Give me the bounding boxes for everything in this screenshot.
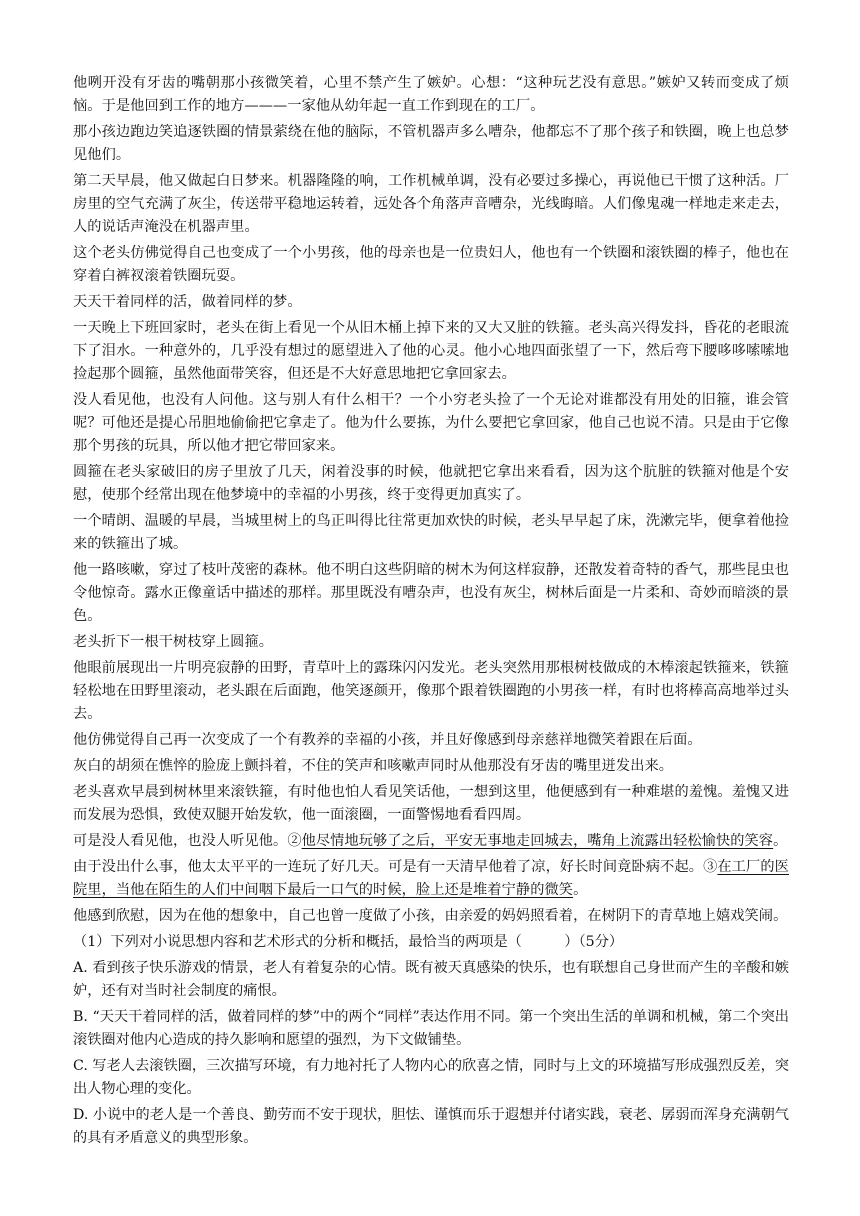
story-paragraph-underlined-3 bbox=[73, 856, 789, 902]
document-page bbox=[73, 72, 789, 1153]
story-paragraph-11: 老头折下一根干树枝穿上圆箍。 bbox=[73, 634, 274, 650]
question-option-c: C. 写老人去滚铁圈，三次描写环境，有力地衬托了人物内心的欣喜之情，同时与上文的环境描写形成强烈反差，突出人物心理的变化。 bbox=[73, 1058, 789, 1097]
story-paragraph-8: 圆箍在老头家破旧的房子里放了几天，闲着没事的时候，他就把它拿出来看看，因为这个肮脏的铁箍对他是个安慰，使那个经常出现在他梦境中的幸福的小男孩，终于变得更加真实了。 bbox=[73, 464, 789, 503]
question-option-b: B. “天天干着同样的活，做着同样的梦”中的两个“同样”表达作用不同。第一个突出生活的单调和机械，第二个突出滚铁圈对他内心造成的持久影响和愿望的强烈，为下文做铺垫。 bbox=[73, 1009, 789, 1048]
story-paragraph-15: 老头喜欢早晨到树林里来滚铁箍，有时他也怕人看见笑话他，一想到这里，他便感到有一种难堪的羞愧。羞愧又进而发展为恐惧，致使双腿开始发软，他一面滚圈，一面警惕地看看四周。 bbox=[73, 784, 789, 823]
question-option-d: D. 小说中的老人是一个善良、勤劳而不安于现状，胆怯、谨慎而乐于遐想并付诸实践，衰老、孱弱而浑身充满朝气的具有矛盾意义的典型形象。 bbox=[73, 1107, 789, 1146]
paragraph-text: 由于没出什么事，他太太平平的一连玩了好几天。可是有一天清早他着了凉，好长时间竟卧病不起。③ bbox=[73, 859, 718, 875]
paragraph-text: 。 bbox=[773, 833, 788, 849]
underlined-sentence-2: 他尽情地玩够了之后，平安无事地走回城去，嘴角上流露出轻松愉快的笑容 bbox=[301, 833, 774, 849]
paragraph-text: 。 bbox=[573, 882, 588, 898]
story-paragraph-10: 他一路咳嗽，穿过了枝叶茂密的森林。他不明白这些阴暗的树木为何这样寂静，还散发着奇特的香气，那些昆虫也令他惊奇。露水正像童话中描述的那样。那里既没有嘈杂声，也没有灰尘，树林后面是一片柔和、奇妙而暗淡的景色。 bbox=[73, 562, 789, 624]
story-paragraph-13: 他仿佛觉得自己再一次变成了一个有教养的幸福的小孩，并且好像感到母亲慈祥地微笑着跟在后面。 bbox=[73, 732, 702, 748]
question-stem: （1）下列对小说思想内容和艺术形式的分析和概括，最恰当的两项是（ ）（5分） bbox=[73, 934, 624, 950]
story-paragraph-9: 一个晴朗、温暖的早晨，当城里树上的鸟正叫得比往常更加欢快的时候，老头早早起了床，洗漱完毕，便拿着他捡来的铁箍出了城。 bbox=[73, 513, 789, 552]
question-option-a: A. 看到孩子快乐游戏的情景，老人有着复杂的心情。既有被天真感染的快乐，也有联想自己身世而产生的辛酸和嫉妒，还有对当时社会制度的痛恨。 bbox=[73, 960, 789, 999]
story-paragraph-12: 他眼前展现出一片明亮寂静的田野，青草叶上的露珠闪闪发光。老头突然用那根树枝做成的木棒滚起铁箍来，铁箍轻松地在田野里滚动，老头跟在后面跑，他笑逐颜开，像那个跟着铁圈跑的小男孩一样，有时也将棒高高地举过头去。 bbox=[73, 660, 789, 722]
story-paragraph-6: 一天晚上下班回家时，老头在街上看见一个从旧木桶上掉下来的又大又脏的铁箍。老头高兴得发抖，昏花的老眼流下了泪水。一种意外的，几乎没有想过的愿望进入了他的心灵。他小心地四面张望了一下，然后弯下腰哆哆嗦嗦地捡起那个圆箍，虽然他面带笑容，但还是不大好意思地把它拿回家去。 bbox=[73, 320, 789, 382]
story-paragraph-7: 没人看见他，也没有人问他。这与别人有什么相干？一个小穷老头捡了一个无论对谁都没有用处的旧箍，谁会管呢？可他还是提心吊胆地偷偷把它拿走了。他为什么要拣，为什么要把它拿回家，他自己也说不清。只是由于它像那个男孩的玩具，所以他才把它带回家来。 bbox=[73, 392, 789, 454]
story-paragraph-2: 那小孩边跑边笑追逐铁圈的情景萦绕在他的脑际，不管机器声多么嘈杂，他都忘不了那个孩子和铁圈，晚上也总梦见他们。 bbox=[73, 124, 789, 163]
underlined-sentence-3: 在工厂的医院里，当他在陌生的人们中间咽下最后一口气的时候，脸上还是堆着宁静的微笑 bbox=[73, 859, 789, 898]
story-paragraph-3: 第二天早晨，他又做起白日梦来。机器隆隆的响，工作机械单调，没有必要过多操心，再说他已干惯了这种活。厂房里的空气充满了灰尘，传送带平稳地运转着，远处各个角落声音嘈杂，光线晦暗。人们像鬼魂一样地走来走去，人的说话声淹没在机器声里。 bbox=[73, 173, 789, 235]
story-paragraph-1: 他咧开没有牙齿的嘴朝那小孩微笑着，心里不禁产生了嫉妒。心想：“这种玩艺没有意思。”嫉妒又转而变成了烦恼。于是他回到工作的地方———一家他从幼年起一直工作到现在的工厂。 bbox=[73, 75, 789, 114]
story-paragraph-14: 灰白的胡须在憔悴的脸庞上颤抖着，不住的笑声和咳嗽声同时从他那没有牙齿的嘴里迸发出来。 bbox=[73, 758, 674, 774]
story-paragraph-4: 这个老头仿佛觉得自己也变成了一个小男孩，他的母亲也是一位贵妇人，他也有一个铁圈和滚铁圈的棒子，他也在穿着白裤衩滚着铁圈玩耍。 bbox=[73, 245, 789, 284]
story-paragraph-underlined-2 bbox=[73, 830, 789, 853]
story-paragraph-5: 天天干着同样的活，做着同样的梦。 bbox=[73, 294, 302, 310]
paragraph-text: 可是没人看见他，也没人听见他。② bbox=[73, 833, 302, 849]
story-closing-paragraph: 他感到欣慰，因为在他的想象中，自己也曾一度做了小孩，由亲爱的妈妈照看着，在树阴下的青草地上嬉戏笑闹。 bbox=[73, 908, 788, 924]
